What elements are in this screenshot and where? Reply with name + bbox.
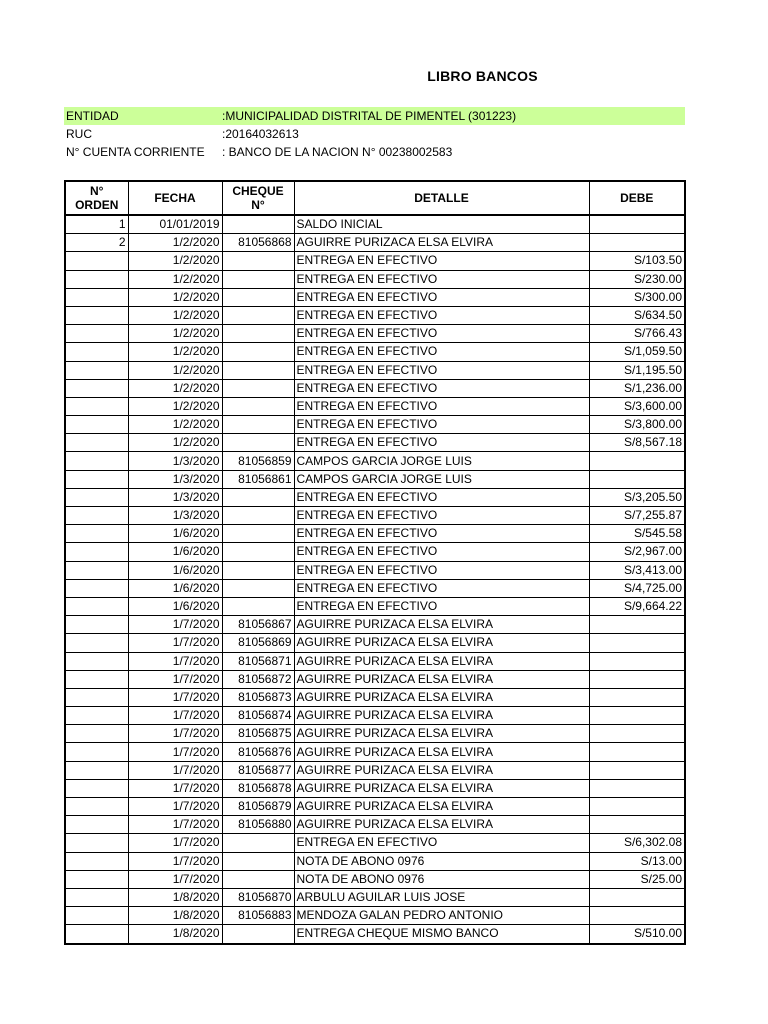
cell-debe: S/3,600.00	[589, 397, 685, 415]
cell-cheque: 81056871	[222, 652, 294, 670]
cell-cheque: 81056873	[222, 688, 294, 706]
cell-cheque	[222, 488, 294, 506]
cell-debe: S/3,413.00	[589, 561, 685, 579]
cell-fecha: 1/6/2020	[128, 597, 222, 615]
cell-orden	[65, 416, 128, 434]
info-key: ENTIDAD	[64, 107, 220, 125]
cell-detalle: ENTREGA EN EFECTIVO	[294, 252, 589, 270]
cell-debe: S/2,967.00	[589, 543, 685, 561]
table-row	[65, 798, 685, 816]
info-value: : BANCO DE LA NACION N° 00238002583	[222, 145, 453, 159]
cell-cheque: 81056867	[222, 616, 294, 634]
cell-fecha: 1/6/2020	[128, 579, 222, 597]
cell-orden	[65, 888, 128, 906]
cell-cheque	[222, 434, 294, 452]
cell-orden	[65, 816, 128, 834]
cell-orden	[65, 688, 128, 706]
info-value: :20164032613	[222, 127, 299, 141]
cell-debe	[589, 670, 685, 688]
table-row	[65, 616, 685, 634]
cell-fecha: 1/8/2020	[128, 907, 222, 925]
cell-orden	[65, 543, 128, 561]
cell-detalle: AGUIRRE PURIZACA ELSA ELVIRA	[294, 634, 589, 652]
cell-cheque	[222, 925, 294, 944]
cell-detalle: ENTREGA EN EFECTIVO	[294, 416, 589, 434]
cell-detalle: AGUIRRE PURIZACA ELSA ELVIRA	[294, 761, 589, 779]
cell-cheque: 81056883	[222, 907, 294, 925]
cell-orden	[65, 616, 128, 634]
cell-orden	[65, 761, 128, 779]
cell-orden	[65, 870, 128, 888]
cell-fecha: 1/2/2020	[128, 434, 222, 452]
cell-debe	[589, 634, 685, 652]
cell-fecha: 1/2/2020	[128, 270, 222, 288]
cell-debe: S/103.50	[589, 252, 685, 270]
cell-cheque: 81056859	[222, 452, 294, 470]
cell-detalle: CAMPOS GARCIA JORGE LUIS	[294, 452, 589, 470]
cell-fecha: 1/7/2020	[128, 870, 222, 888]
cell-debe: S/1,195.50	[589, 361, 685, 379]
cell-orden	[65, 670, 128, 688]
table-row	[65, 725, 685, 743]
table-row	[65, 834, 685, 852]
cell-debe	[589, 707, 685, 725]
cell-detalle: ENTREGA EN EFECTIVO	[294, 306, 589, 324]
header-orden: N° ORDEN	[65, 181, 128, 215]
cell-fecha: 1/3/2020	[128, 452, 222, 470]
cell-detalle: AGUIRRE PURIZACA ELSA ELVIRA	[294, 234, 589, 252]
header-fecha: FECHA	[128, 181, 222, 215]
table-row	[65, 507, 685, 525]
cell-debe: S/6,302.08	[589, 834, 685, 852]
cell-orden	[65, 306, 128, 324]
cell-fecha: 1/8/2020	[128, 888, 222, 906]
cell-detalle: ENTREGA EN EFECTIVO	[294, 361, 589, 379]
cell-debe: S/1,059.50	[589, 343, 685, 361]
table-row	[65, 488, 685, 506]
cell-detalle: ENTREGA EN EFECTIVO	[294, 525, 589, 543]
cell-debe	[589, 761, 685, 779]
cell-debe	[589, 888, 685, 906]
account-info	[64, 107, 685, 161]
table-row	[65, 652, 685, 670]
table-row	[65, 579, 685, 597]
cell-fecha: 1/7/2020	[128, 743, 222, 761]
cell-detalle: ENTREGA EN EFECTIVO	[294, 834, 589, 852]
cell-fecha: 1/2/2020	[128, 397, 222, 415]
cell-fecha: 1/2/2020	[128, 343, 222, 361]
cell-orden	[65, 325, 128, 343]
cell-debe: S/230.00	[589, 270, 685, 288]
cell-debe: S/8,567.18	[589, 434, 685, 452]
cell-orden	[65, 488, 128, 506]
table-row	[65, 252, 685, 270]
cell-debe	[589, 779, 685, 797]
cell-fecha: 1/7/2020	[128, 761, 222, 779]
cell-debe	[589, 743, 685, 761]
cell-orden	[65, 470, 128, 488]
info-key: N° CUENTA CORRIENTE	[66, 145, 205, 159]
cell-orden	[65, 779, 128, 797]
cell-cheque	[222, 252, 294, 270]
cell-detalle: AGUIRRE PURIZACA ELSA ELVIRA	[294, 798, 589, 816]
cell-orden	[65, 397, 128, 415]
cell-cheque	[222, 361, 294, 379]
cell-cheque: 81056869	[222, 634, 294, 652]
cell-orden	[65, 925, 128, 944]
cell-cheque	[222, 270, 294, 288]
table-row	[65, 215, 685, 234]
cell-fecha: 1/2/2020	[128, 361, 222, 379]
header-debe: DEBE	[589, 181, 685, 215]
cell-cheque	[222, 343, 294, 361]
table-row	[65, 888, 685, 906]
cell-detalle: ENTREGA EN EFECTIVO	[294, 379, 589, 397]
cell-orden	[65, 725, 128, 743]
info-row-entidad	[64, 107, 685, 125]
table-row	[65, 361, 685, 379]
cell-detalle: AGUIRRE PURIZACA ELSA ELVIRA	[294, 816, 589, 834]
cell-cheque	[222, 597, 294, 615]
cell-orden: 1	[65, 215, 128, 234]
info-key: RUC	[66, 127, 92, 141]
cell-detalle: NOTA DE ABONO 0976	[294, 852, 589, 870]
cell-debe	[589, 470, 685, 488]
cell-orden	[65, 270, 128, 288]
cell-debe: S/766.43	[589, 325, 685, 343]
cell-detalle: ENTREGA EN EFECTIVO	[294, 507, 589, 525]
ledger-table	[64, 180, 686, 945]
table-row	[65, 288, 685, 306]
cell-detalle: ENTREGA EN EFECTIVO	[294, 288, 589, 306]
info-row-ruc	[64, 125, 685, 143]
cell-debe	[589, 452, 685, 470]
cell-debe: S/510.00	[589, 925, 685, 944]
table-row	[65, 634, 685, 652]
cell-cheque	[222, 870, 294, 888]
cell-cheque: 81056874	[222, 707, 294, 725]
table-row	[65, 379, 685, 397]
cell-cheque: 81056877	[222, 761, 294, 779]
cell-fecha: 1/2/2020	[128, 234, 222, 252]
cell-fecha: 1/7/2020	[128, 634, 222, 652]
cell-cheque	[222, 288, 294, 306]
cell-orden	[65, 343, 128, 361]
cell-cheque	[222, 852, 294, 870]
table-row	[65, 306, 685, 324]
table-row	[65, 452, 685, 470]
cell-cheque: 81056876	[222, 743, 294, 761]
cell-fecha: 1/7/2020	[128, 688, 222, 706]
cell-debe: S/3,205.50	[589, 488, 685, 506]
document-title: LIBRO BANCOS	[427, 68, 538, 84]
cell-cheque: 81056875	[222, 725, 294, 743]
cell-fecha: 1/6/2020	[128, 525, 222, 543]
cell-cheque: 81056861	[222, 470, 294, 488]
cell-orden	[65, 707, 128, 725]
cell-orden: 2	[65, 234, 128, 252]
table-row	[65, 325, 685, 343]
cell-detalle: ENTREGA EN EFECTIVO	[294, 543, 589, 561]
cell-fecha: 1/3/2020	[128, 470, 222, 488]
cell-cheque	[222, 834, 294, 852]
cell-orden	[65, 379, 128, 397]
cell-orden	[65, 361, 128, 379]
cell-detalle: AGUIRRE PURIZACA ELSA ELVIRA	[294, 670, 589, 688]
table-row	[65, 707, 685, 725]
table-row	[65, 434, 685, 452]
cell-fecha: 1/7/2020	[128, 616, 222, 634]
table-row	[65, 852, 685, 870]
cell-orden	[65, 434, 128, 452]
cell-debe	[589, 688, 685, 706]
cell-fecha: 1/3/2020	[128, 488, 222, 506]
cell-debe	[589, 652, 685, 670]
cell-detalle: ENTREGA EN EFECTIVO	[294, 597, 589, 615]
cell-detalle: ARBULU AGUILAR LUIS JOSE	[294, 888, 589, 906]
table-row	[65, 543, 685, 561]
cell-debe: S/300.00	[589, 288, 685, 306]
cell-cheque	[222, 215, 294, 234]
header-row	[65, 181, 685, 215]
table-row	[65, 561, 685, 579]
table-row	[65, 743, 685, 761]
cell-detalle: AGUIRRE PURIZACA ELSA ELVIRA	[294, 707, 589, 725]
cell-detalle: ENTREGA EN EFECTIVO	[294, 579, 589, 597]
cell-detalle: CAMPOS GARCIA JORGE LUIS	[294, 470, 589, 488]
cell-fecha: 1/2/2020	[128, 325, 222, 343]
cell-fecha: 1/7/2020	[128, 798, 222, 816]
table-row	[65, 343, 685, 361]
cell-fecha: 1/6/2020	[128, 543, 222, 561]
cell-cheque	[222, 543, 294, 561]
cell-detalle: SALDO INICIAL	[294, 215, 589, 234]
table-row	[65, 416, 685, 434]
cell-detalle: AGUIRRE PURIZACA ELSA ELVIRA	[294, 725, 589, 743]
cell-fecha: 1/7/2020	[128, 652, 222, 670]
cell-orden	[65, 525, 128, 543]
table-row	[65, 816, 685, 834]
cell-fecha: 1/2/2020	[128, 252, 222, 270]
cell-orden	[65, 634, 128, 652]
info-value: :MUNICIPALIDAD DISTRITAL DE PIMENTEL (301223)	[220, 107, 685, 125]
cell-detalle: AGUIRRE PURIZACA ELSA ELVIRA	[294, 652, 589, 670]
cell-detalle: AGUIRRE PURIZACA ELSA ELVIRA	[294, 688, 589, 706]
table-row	[65, 779, 685, 797]
table-row	[65, 688, 685, 706]
cell-orden	[65, 743, 128, 761]
cell-detalle: ENTREGA EN EFECTIVO	[294, 561, 589, 579]
cell-orden	[65, 852, 128, 870]
cell-detalle: AGUIRRE PURIZACA ELSA ELVIRA	[294, 779, 589, 797]
cell-orden	[65, 561, 128, 579]
cell-orden	[65, 288, 128, 306]
cell-fecha: 1/7/2020	[128, 725, 222, 743]
cell-cheque: 81056878	[222, 779, 294, 797]
cell-debe: S/25.00	[589, 870, 685, 888]
cell-debe: S/634.50	[589, 306, 685, 324]
cell-debe	[589, 798, 685, 816]
cell-orden	[65, 834, 128, 852]
cell-orden	[65, 652, 128, 670]
cell-detalle: AGUIRRE PURIZACA ELSA ELVIRA	[294, 743, 589, 761]
cell-debe: S/1,236.00	[589, 379, 685, 397]
table-row	[65, 761, 685, 779]
cell-debe	[589, 234, 685, 252]
cell-debe	[589, 816, 685, 834]
cell-fecha: 1/7/2020	[128, 834, 222, 852]
cell-cheque	[222, 525, 294, 543]
cell-detalle: ENTREGA EN EFECTIVO	[294, 270, 589, 288]
cell-detalle: ENTREGA EN EFECTIVO	[294, 434, 589, 452]
cell-cheque	[222, 397, 294, 415]
cell-debe	[589, 215, 685, 234]
cell-orden	[65, 597, 128, 615]
cell-cheque	[222, 306, 294, 324]
cell-detalle: AGUIRRE PURIZACA ELSA ELVIRA	[294, 616, 589, 634]
cell-orden	[65, 252, 128, 270]
cell-fecha: 1/2/2020	[128, 379, 222, 397]
cell-debe: S/3,800.00	[589, 416, 685, 434]
cell-detalle: ENTREGA EN EFECTIVO	[294, 325, 589, 343]
cell-detalle: ENTREGA EN EFECTIVO	[294, 488, 589, 506]
cell-fecha: 01/01/2019	[128, 215, 222, 234]
header-cheque: CHEQUE N°	[222, 181, 294, 215]
cell-debe	[589, 616, 685, 634]
cell-cheque	[222, 579, 294, 597]
cell-debe: S/13.00	[589, 852, 685, 870]
cell-cheque	[222, 507, 294, 525]
cell-detalle: NOTA DE ABONO 0976	[294, 870, 589, 888]
cell-cheque: 81056880	[222, 816, 294, 834]
ledger-body	[65, 215, 685, 944]
cell-orden	[65, 579, 128, 597]
cell-debe	[589, 907, 685, 925]
table-row	[65, 925, 685, 944]
cell-debe: S/4,725.00	[589, 579, 685, 597]
cell-fecha: 1/7/2020	[128, 779, 222, 797]
cell-fecha: 1/6/2020	[128, 561, 222, 579]
cell-debe: S/545.58	[589, 525, 685, 543]
cell-detalle: ENTREGA CHEQUE MISMO BANCO	[294, 925, 589, 944]
cell-detalle: MENDOZA GALAN PEDRO ANTONIO	[294, 907, 589, 925]
cell-fecha: 1/7/2020	[128, 852, 222, 870]
table-row	[65, 597, 685, 615]
cell-fecha: 1/2/2020	[128, 416, 222, 434]
cell-cheque: 81056870	[222, 888, 294, 906]
cell-fecha: 1/7/2020	[128, 707, 222, 725]
cell-debe: S/9,664.22	[589, 597, 685, 615]
cell-orden	[65, 507, 128, 525]
cell-orden	[65, 907, 128, 925]
cell-debe: S/7,255.87	[589, 507, 685, 525]
header-detalle: DETALLE	[294, 181, 589, 215]
cell-detalle: ENTREGA EN EFECTIVO	[294, 397, 589, 415]
cell-cheque	[222, 416, 294, 434]
cell-fecha: 1/2/2020	[128, 306, 222, 324]
cell-cheque	[222, 379, 294, 397]
cell-cheque: 81056879	[222, 798, 294, 816]
table-row	[65, 234, 685, 252]
cell-orden	[65, 798, 128, 816]
cell-fecha: 1/8/2020	[128, 925, 222, 944]
cell-cheque: 81056872	[222, 670, 294, 688]
table-row	[65, 670, 685, 688]
cell-orden	[65, 452, 128, 470]
cell-fecha: 1/2/2020	[128, 288, 222, 306]
cell-fecha: 1/3/2020	[128, 507, 222, 525]
info-row-cuenta	[64, 143, 685, 161]
table-row	[65, 870, 685, 888]
table-row	[65, 470, 685, 488]
table-row	[65, 397, 685, 415]
cell-fecha: 1/7/2020	[128, 670, 222, 688]
table-row	[65, 270, 685, 288]
cell-cheque	[222, 561, 294, 579]
cell-debe	[589, 725, 685, 743]
cell-cheque	[222, 325, 294, 343]
table-row	[65, 907, 685, 925]
cell-fecha: 1/7/2020	[128, 816, 222, 834]
cell-cheque: 81056868	[222, 234, 294, 252]
cell-detalle: ENTREGA EN EFECTIVO	[294, 343, 589, 361]
table-row	[65, 525, 685, 543]
